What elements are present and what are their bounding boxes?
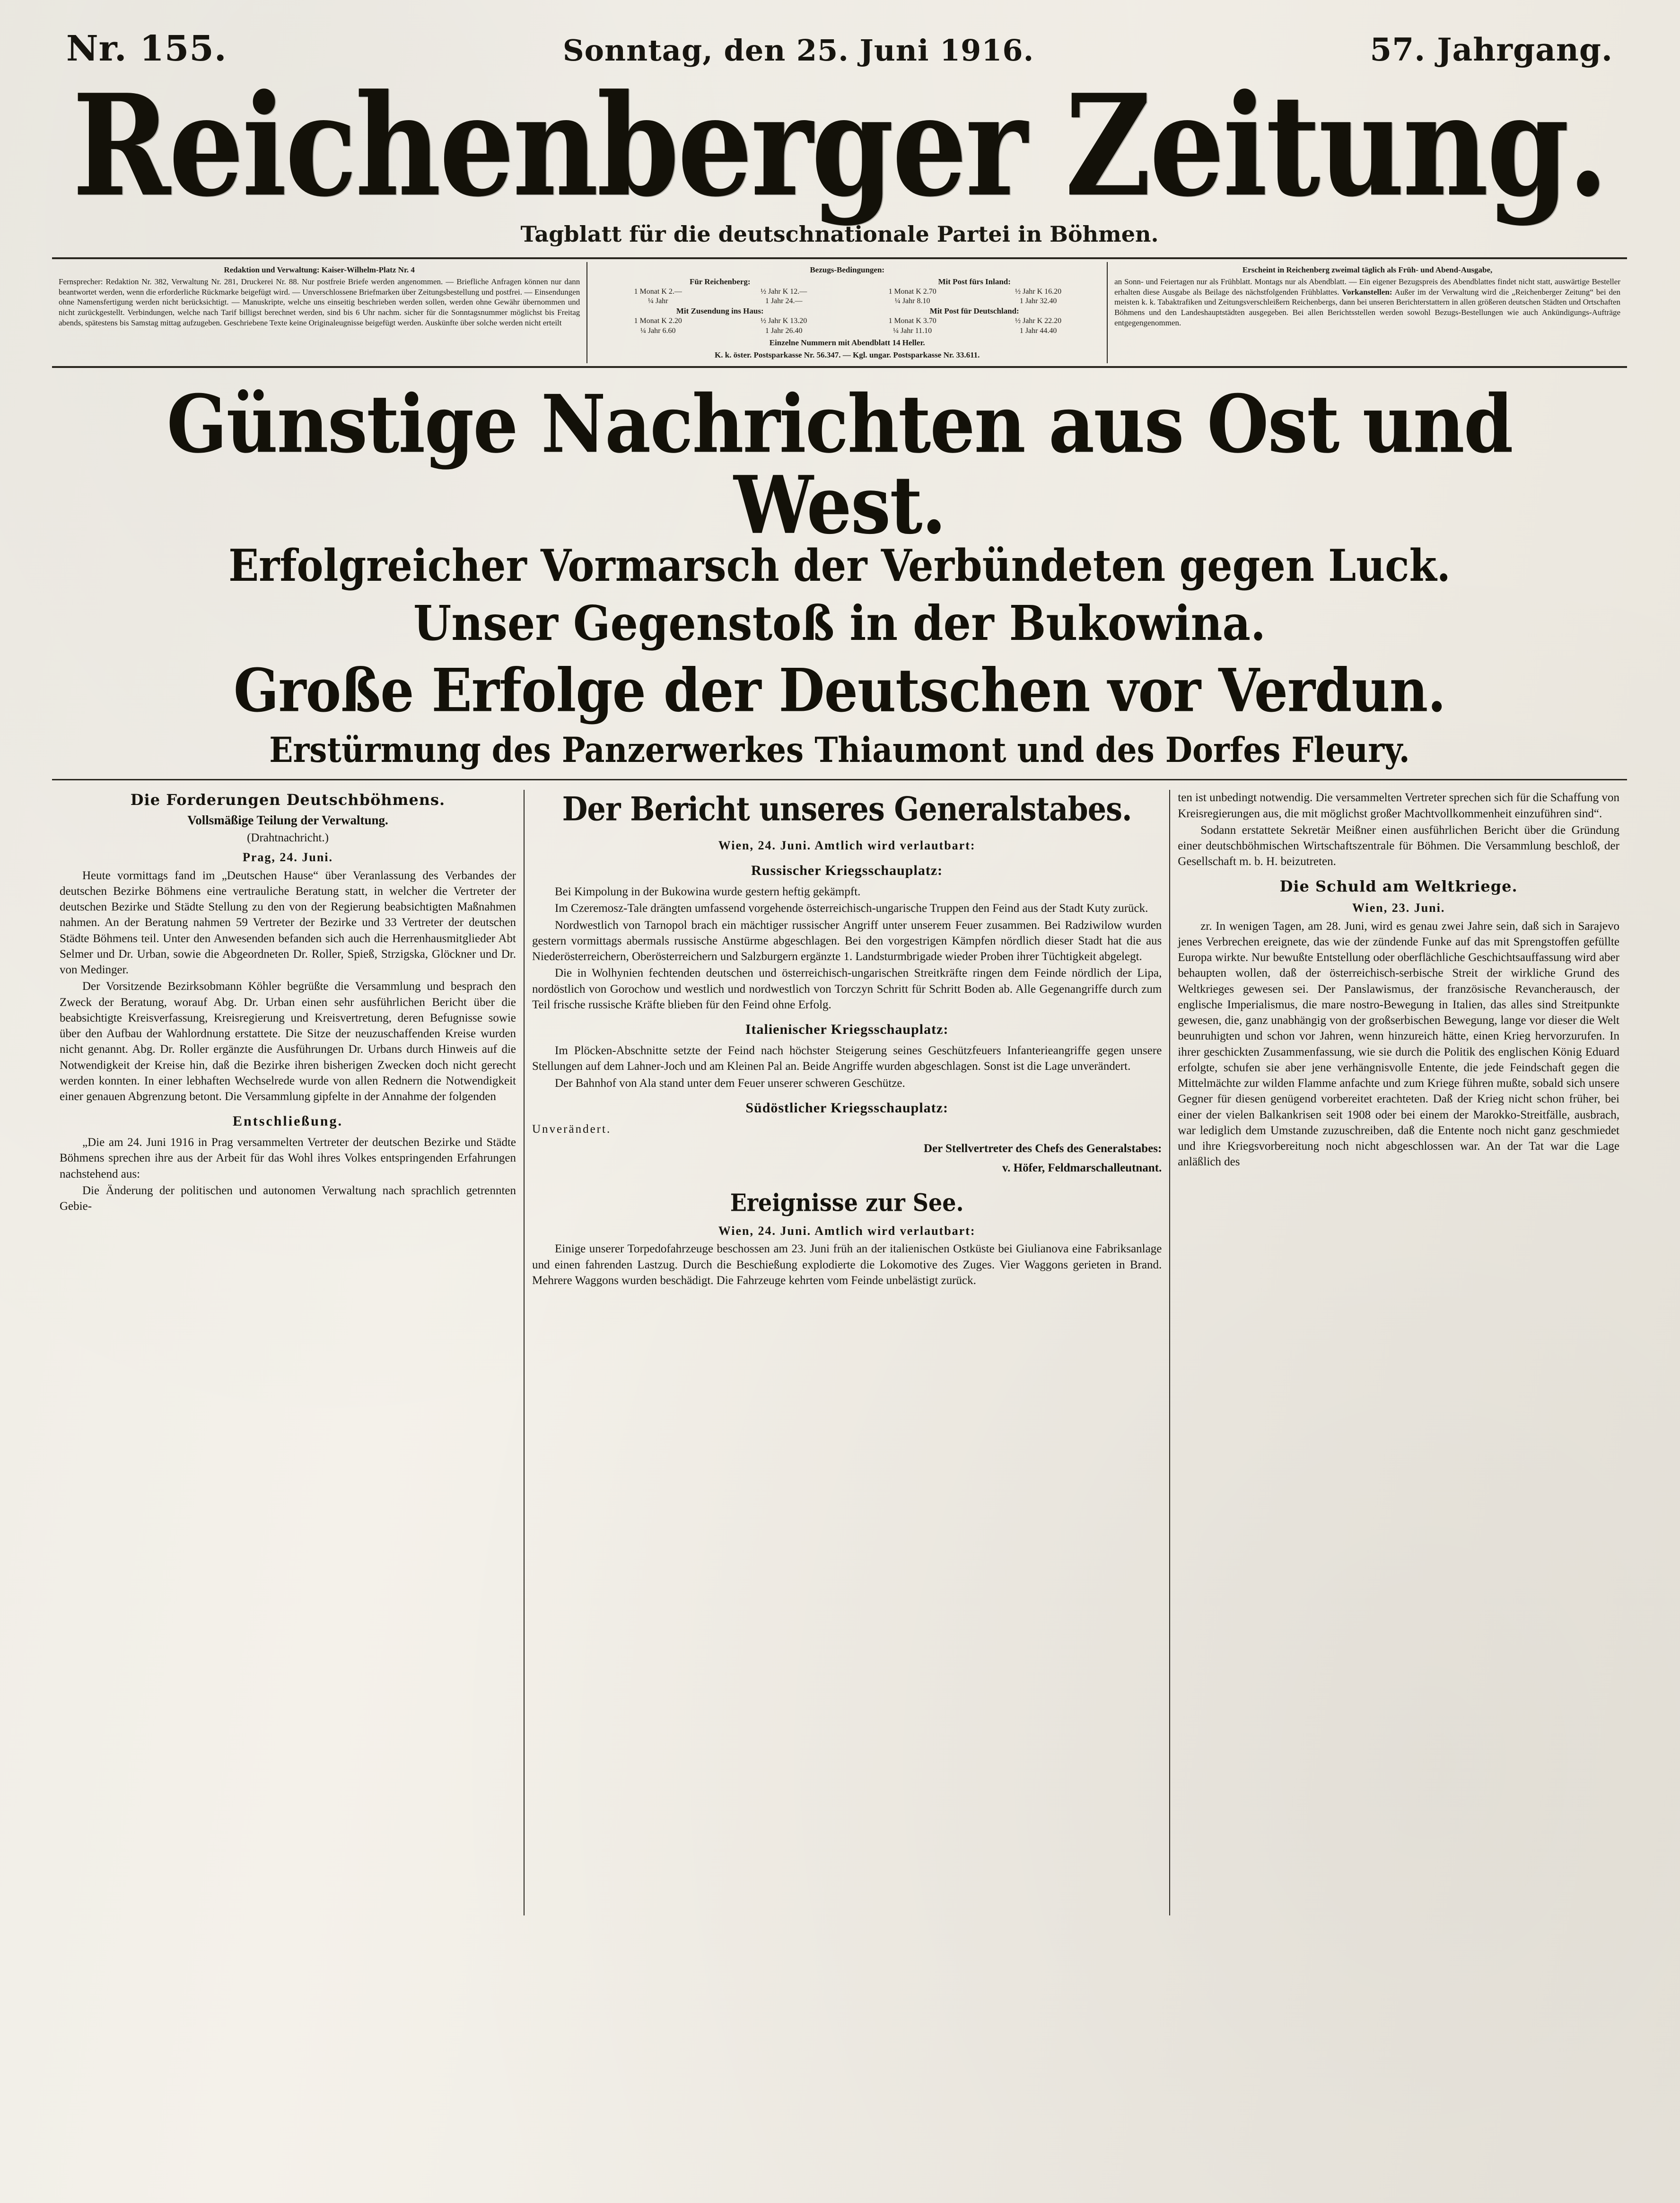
paragraph: Heute vormittags fand im „Deutschen Hause“ über Veranlassung des Verbandes der deutschen Bezirke Böhmens eine vertrauliche Beratung statt, in welcher die Vertreter der deutschen Bezirke und Städte Stellung zu den von der Regierung beabsichtigten Maßnahmen nahmen. An der Beratung nahmen 59 Vertreter der Bezirke und 33 Vertreter der deutschen Städte Böhmens teil. Unter den Anwesenden befanden sich auch die Herrenhausmitglieder Abt Selmer und Dr. Urban, sowie die Abgeordneten Dr. Roller, Spieß, Strzigska, Glöckner und Dr. von Medinger. <box>60 869 516 977</box>
rate-cell: 1 Jahr 44.40 <box>1019 326 1057 335</box>
dateline-wien-24: Wien, 24. Juni. Amtlich wird verlautbart: <box>718 838 976 852</box>
paragraph: Im Plöcken-Abschnitte setzte der Feind nach höchster Steigerung seines Geschützfeuers Infanterieangriffe gegen unsere Stellungen auf dem Lahner-Joch und am Kleinen Pal an. Beide Angriffe wurden abgeschlagen. Sonst ist die Lage unverändert. <box>532 1044 1162 1073</box>
rate-cell: ¼ Jahr 6.60 <box>640 326 676 335</box>
paragraph: Sodann erstattete Sekretär Meißner einen ausführlichen Bericht über die Gründung einer deutschböhmischen Wirtschaftszentrale für Böhmen. Die Versammlung beschloß, der Gesellschaft m. b. H. beizutreten. <box>1178 823 1619 868</box>
section-southeast-front: Südöstlicher Kriegsschauplatz: <box>745 1100 948 1116</box>
page-title: Reichenberger Zeitung. <box>72 63 1607 227</box>
rate-cell: ½ Jahr K 22.20 <box>1015 317 1062 325</box>
masthead-subtitle: Tagblatt für die deutschnationale Partei in Böhmen. <box>520 221 1159 247</box>
single-copy-price: Einzelne Nummern mit Abendblatt 14 Heller. <box>769 338 925 348</box>
rate-cell: ½ Jahr K 13.20 <box>761 317 807 325</box>
rate-local-header: Für Reichenberg: <box>689 277 751 286</box>
article-title-guilt: Die Schuld am Weltkriege. <box>1279 877 1518 895</box>
dateline-wien-24-sea: Wien, 24. Juni. Amtlich wird verlautbart: <box>718 1224 976 1238</box>
subheadline-3: Große Erfolge der Deutschen vor Verdun. <box>233 656 1446 726</box>
imprint-editorial-heading: Redaktion und Verwaltung: Kaiser-Wilhelm-Platz Nr. 4 <box>224 265 415 274</box>
article-title-demands: Die Forderungen Deutschböhmens. <box>130 791 446 809</box>
paragraph: Der Bahnhof von Ala stand unter dem Feuer unserer schweren Geschütze. <box>555 1076 905 1090</box>
rate-cell: 1 Monat K 2.— <box>634 287 682 296</box>
rate-cell: 1 Jahr 32.40 <box>1019 297 1057 305</box>
rate-table-germany <box>849 316 1100 336</box>
rate-cell: 1 Jahr 24.— <box>765 297 803 305</box>
rate-cell: ½ Jahr K 16.20 <box>1015 287 1062 296</box>
rate-table-home <box>594 316 846 336</box>
imprint-agencies-body: Außer im der Verwaltung wird die „Reichenberger Zeitung“ bei den meisten k. k. Tabaktrafiken und Zeitungsverschleißern Reichenbergs, dann bei unseren Berichterstattern in allen größeren deutschen Städten und Ortschaften Böhmens und den Landeshauptstädten ausgegeben. Bei allen Berichtsstellen werden sowohl Bezugs-Bestellungen wie auch Ankündigungs-Aufträge entgegengenommen. <box>1114 287 1621 327</box>
rate-cell: 1 Monat K 2.20 <box>634 317 682 325</box>
paragraph: Die in Wolhynien fechtenden deutschen und österreichisch-ungarischen Streitkräfte ringen dem Feinde nördlich der Lipa, nordöstlich von Gorochow und westlich und nordwestlich von Torczyn Schritt für Schritt Boden ab. Alle Gegenangriffe durch zum Teil frische russische Kräfte blieben für den Feind ohne Erfolg. <box>532 967 1162 1011</box>
volume-year: 57. Jahrgang. <box>1370 31 1613 68</box>
rate-table-inland <box>849 287 1100 306</box>
column-two <box>525 790 1170 1915</box>
dateline-wien-23: Wien, 23. Juni. <box>1352 901 1445 915</box>
main-headline: Günstige Nachrichten aus Ost und West. <box>166 377 1513 552</box>
rate-germany-header: Mit Post für Deutschland: <box>929 306 1019 316</box>
paragraph: zr. In wenigen Tagen, am 28. Juni, wird es genau zwei Jahre sein, daß sich in Sarajevo jenes Verbrechen ereignete, das wie der zündende Funke auf das mit Sprengstoffen gefüllte Europa wirkte. Nur bewußte Entstellung oder oberflächliche Geschichtsauffassung wird aber behaupten wollen, daß der österreichisch-serbische Streit der wirkliche Grund des Weltkrieges gewesen sei. Der Panslawismus, der französische Revancherausch, der englische Imperialismus, die mare nostro-Bewegung in Italien, das alles sind Streitpunkte gewesen, die, ganz unabhängig von der großserbischen Bewegung, lange vor dieser die Welt beunruhigten und schon vor Jahren, wenn hinzureich hätte, einen Krieg hervorzurufen. In ihrer geschickten Zusammenfassung, wie sie durch die Politik des englischen König Eduard erfolgte, schufen sie aber jene verhängnisvolle Entente, die jede Feindschaft gegen die Mittelmächte zur wilden Flamme anfachte und zum Kriege führen mußte, sobald sich unsere Gegner für diesen genügend vorbereitet erachteten. Daß der Krieg nicht schon früher, bei einer der vielen Balkankrisen seit 1908 oder bei einem der Marokko-Streitfälle, ausbrach, war lediglich dem Umstande zuzuschreiben, daß die Entente noch nicht ganz geschmiedet und ihre Kriegsvorbereitung noch nicht abgeschlossen war. An der Tat war die Lage anläßlich des <box>1178 919 1619 1169</box>
imprint-subscription-heading: Bezugs-Bedingungen: <box>810 265 885 274</box>
article-source-demands: (Drahtnachricht.) <box>247 831 329 844</box>
paragraph: Nordwestlich von Tarnopol brach ein mächtiger russischer Angriff unter unserem Feuer zusammen. Bei Radziwilow wurden gestern vormittags abermals russische Anstürme abgeschlagen. Bei den vorgestrigen Kämpfen nördlich dieser Stadt hat die aus Niederösterreichern, Oberösterreichern und Salzburgern ergänzte 1. Landsturmbrigade wieder Proben ihrer Tüchtigkeit abgelegt. <box>532 918 1162 963</box>
subheadline-2: Unser Gegenstoß in der Bukowina. <box>413 595 1266 652</box>
rate-home-header: Mit Zusendung ins Haus: <box>676 306 764 316</box>
column-three <box>1170 790 1627 1915</box>
column-one <box>52 790 525 1915</box>
section-italian-front: Italienischer Kriegsschauplatz: <box>745 1022 949 1038</box>
imprint-publication-heading: Erscheint in Reichenberg zweimal täglich als Früh- und Abend-Ausgabe, <box>1242 265 1493 274</box>
paragraph: „Die am 24. Juni 1916 in Prag versammelten Vertreter der deutschen Bezirke und Städte Böhmens sprechen ihre aus der Arbeit für das Wohl ihres Volkes entspringenden Erfahrungen nachstehend aus: <box>60 1136 516 1180</box>
section-russian-front: Russischer Kriegsschauplatz: <box>751 863 943 879</box>
issue-number: Nr. 155. <box>66 28 227 69</box>
rate-cell: 1 Monat K 2.70 <box>888 287 936 296</box>
article-columns <box>52 790 1627 1915</box>
dateline-prag: Prag, 24. Juni. <box>242 850 333 864</box>
imprint-publication <box>1108 262 1627 363</box>
imprint-editorial <box>52 262 587 363</box>
rate-cell: ¼ Jahr <box>648 297 668 305</box>
rate-cell: ¼ Jahr 8.10 <box>894 297 930 305</box>
paragraph: Bei Kimpolung in der Bukowina wurde gestern heftig gekämpft. <box>555 885 861 899</box>
imprint-agencies-heading: Vorkanstellen: <box>1342 287 1392 297</box>
paragraph: Die Änderung der politischen und autonomen Verwaltung nach sprachlich getrennten Gebie- <box>60 1184 516 1213</box>
imprint-publication-body: an Sonn- und Feiertagen nur als Frühblatt. Montags nur als Abendblatt. — Ein eigener Bezugspreis des Abendblattes findet nicht statt, auswärtige Besteller erhalten diese Ausgabe als Beilage des nächstfolgenden Frühblattes. <box>1114 277 1620 297</box>
imprint-editorial-body: Fernsprecher: Redaktion Nr. 382, Verwaltung Nr. 281, Druckerei Nr. 88. Nur postfreie Briefe werden angenommen. — Briefliche Anfragen können nur dann beantwortet werden, wenn die erforderliche Rückmarke beigefügt wird. — Unverschlossene Briefmarken über Zeitungsbestellung und postfrei. — Einsendungen ohne Namensfertigung werden nicht berücksichtigt. — Manuskripte, welche uns einseitig beschrieben werden sollen, werden ohne Gewähr übernommen und nicht zurückgestellt. Verbindungen, welche nach Tarif billigst berechnet werden, sind bis 6 Uhr nachm. sicher für die Sonntagsnummer möglichst bis Freitag abends, spätestens bis Samstag mittag aufzugeben. Geschriebene Texte keine Originaleugnisse beigefügt werden. Auskünfte über solche werden nicht erteilt <box>59 277 580 327</box>
resolution-heading: Entschließung. <box>233 1113 343 1129</box>
rate-cell: ½ Jahr K 12.— <box>761 287 807 296</box>
article-subtitle-demands: Vollsmäßige Teilung der Verwaltung. <box>187 813 388 827</box>
rate-cell: 1 Monat K 3.70 <box>888 317 936 325</box>
article-title-generalstab: Der Bericht unseres Generalstabes. <box>562 789 1132 829</box>
rate-cell: ¼ Jahr 11.10 <box>893 326 932 335</box>
paragraph: ten ist unbedingt notwendig. Die versammelten Vertreter sprechen sich für die Schaffung von Kreisregierungen aus, die mit möglichst großer Machtvollkommenheit einzuführen sind“. <box>1178 791 1619 820</box>
imprint-block <box>52 257 1627 368</box>
paragraph: Im Czeremosz-Tale drängten umfassend vorgehende österreichisch-ungarische Truppen den Feind aus der Stadt Kuty zurück. <box>555 902 1148 915</box>
signature-line-2: v. Höfer, Feldmarschalleutnant. <box>1002 1162 1162 1175</box>
issue-date: Sonntag, den 25. Juni 1916. <box>562 33 1034 68</box>
paragraph: Einige unserer Torpedofahrzeuge beschossen am 23. Juni früh an der italienischen Ostküste bei Giulianova eine Fabriksanlage und einen fahrenden Lastzug. Durch die Beschießung explodierte die Lokomotive des Zuges. Vier Waggons gerieten in Brand. Mehrere Waggons wurden beschädigt. Die Fahrzeuge kehrten vom Feinde unbelästigt zurück. <box>532 1242 1162 1287</box>
imprint-subscription <box>587 262 1108 363</box>
rate-inland-header: Mit Post fürs Inland: <box>938 277 1011 286</box>
paragraph: Der Vorsitzende Bezirksobmann Köhler begrüßte die Versammlung und besprach den Zweck der Beratung, worauf Abg. Dr. Urban einen sehr ausführlichen Bericht über die beabsichtigte Kreisverfassung, Kreisregierung und Kreisvertretung, deren Befugnisse sowie über den Aufbau der Wahlordnung erstattete. Die Sitze der neuzuschaffenden Kreise wurden nicht genannt. Abg. Dr. Roller ergänzte die Ausführungen Dr. Urbans durch Hinweis auf die Notwendigkeit der Kreise hin, daß die Bezirke ihren bisherigen Zwecken doch nicht gerecht werden konnten. In einer lebhaften Wechselrede wurde von allen Rednern die Notwendigkeit einer genauen Abgrenzung betont. Die Versammlung gipfelte in der Annahme der folgenden <box>60 980 516 1103</box>
rate-table-local <box>594 287 846 306</box>
subheadline-1: Erfolgreicher Vormarsch der Verbündeten gegen Luck. <box>228 539 1451 591</box>
rate-cell: 1 Jahr 26.40 <box>765 326 803 335</box>
signature-line-1: Der Stellvertreter des Chefs des Generalstabes: <box>923 1142 1162 1155</box>
subheadline-4: Erstürmung des Panzerwerkes Thiaumont und des Dorfes Fleury. <box>269 730 1410 770</box>
paragraph: Unverändert. <box>532 1122 612 1136</box>
headline-block <box>52 377 1627 781</box>
postal-accounts: K. k. öster. Postsparkasse Nr. 56.347. — Kgl. ungar. Postsparkasse Nr. 33.611. <box>714 350 980 359</box>
section-sea-events: Ereignisse zur See. <box>730 1188 964 1217</box>
